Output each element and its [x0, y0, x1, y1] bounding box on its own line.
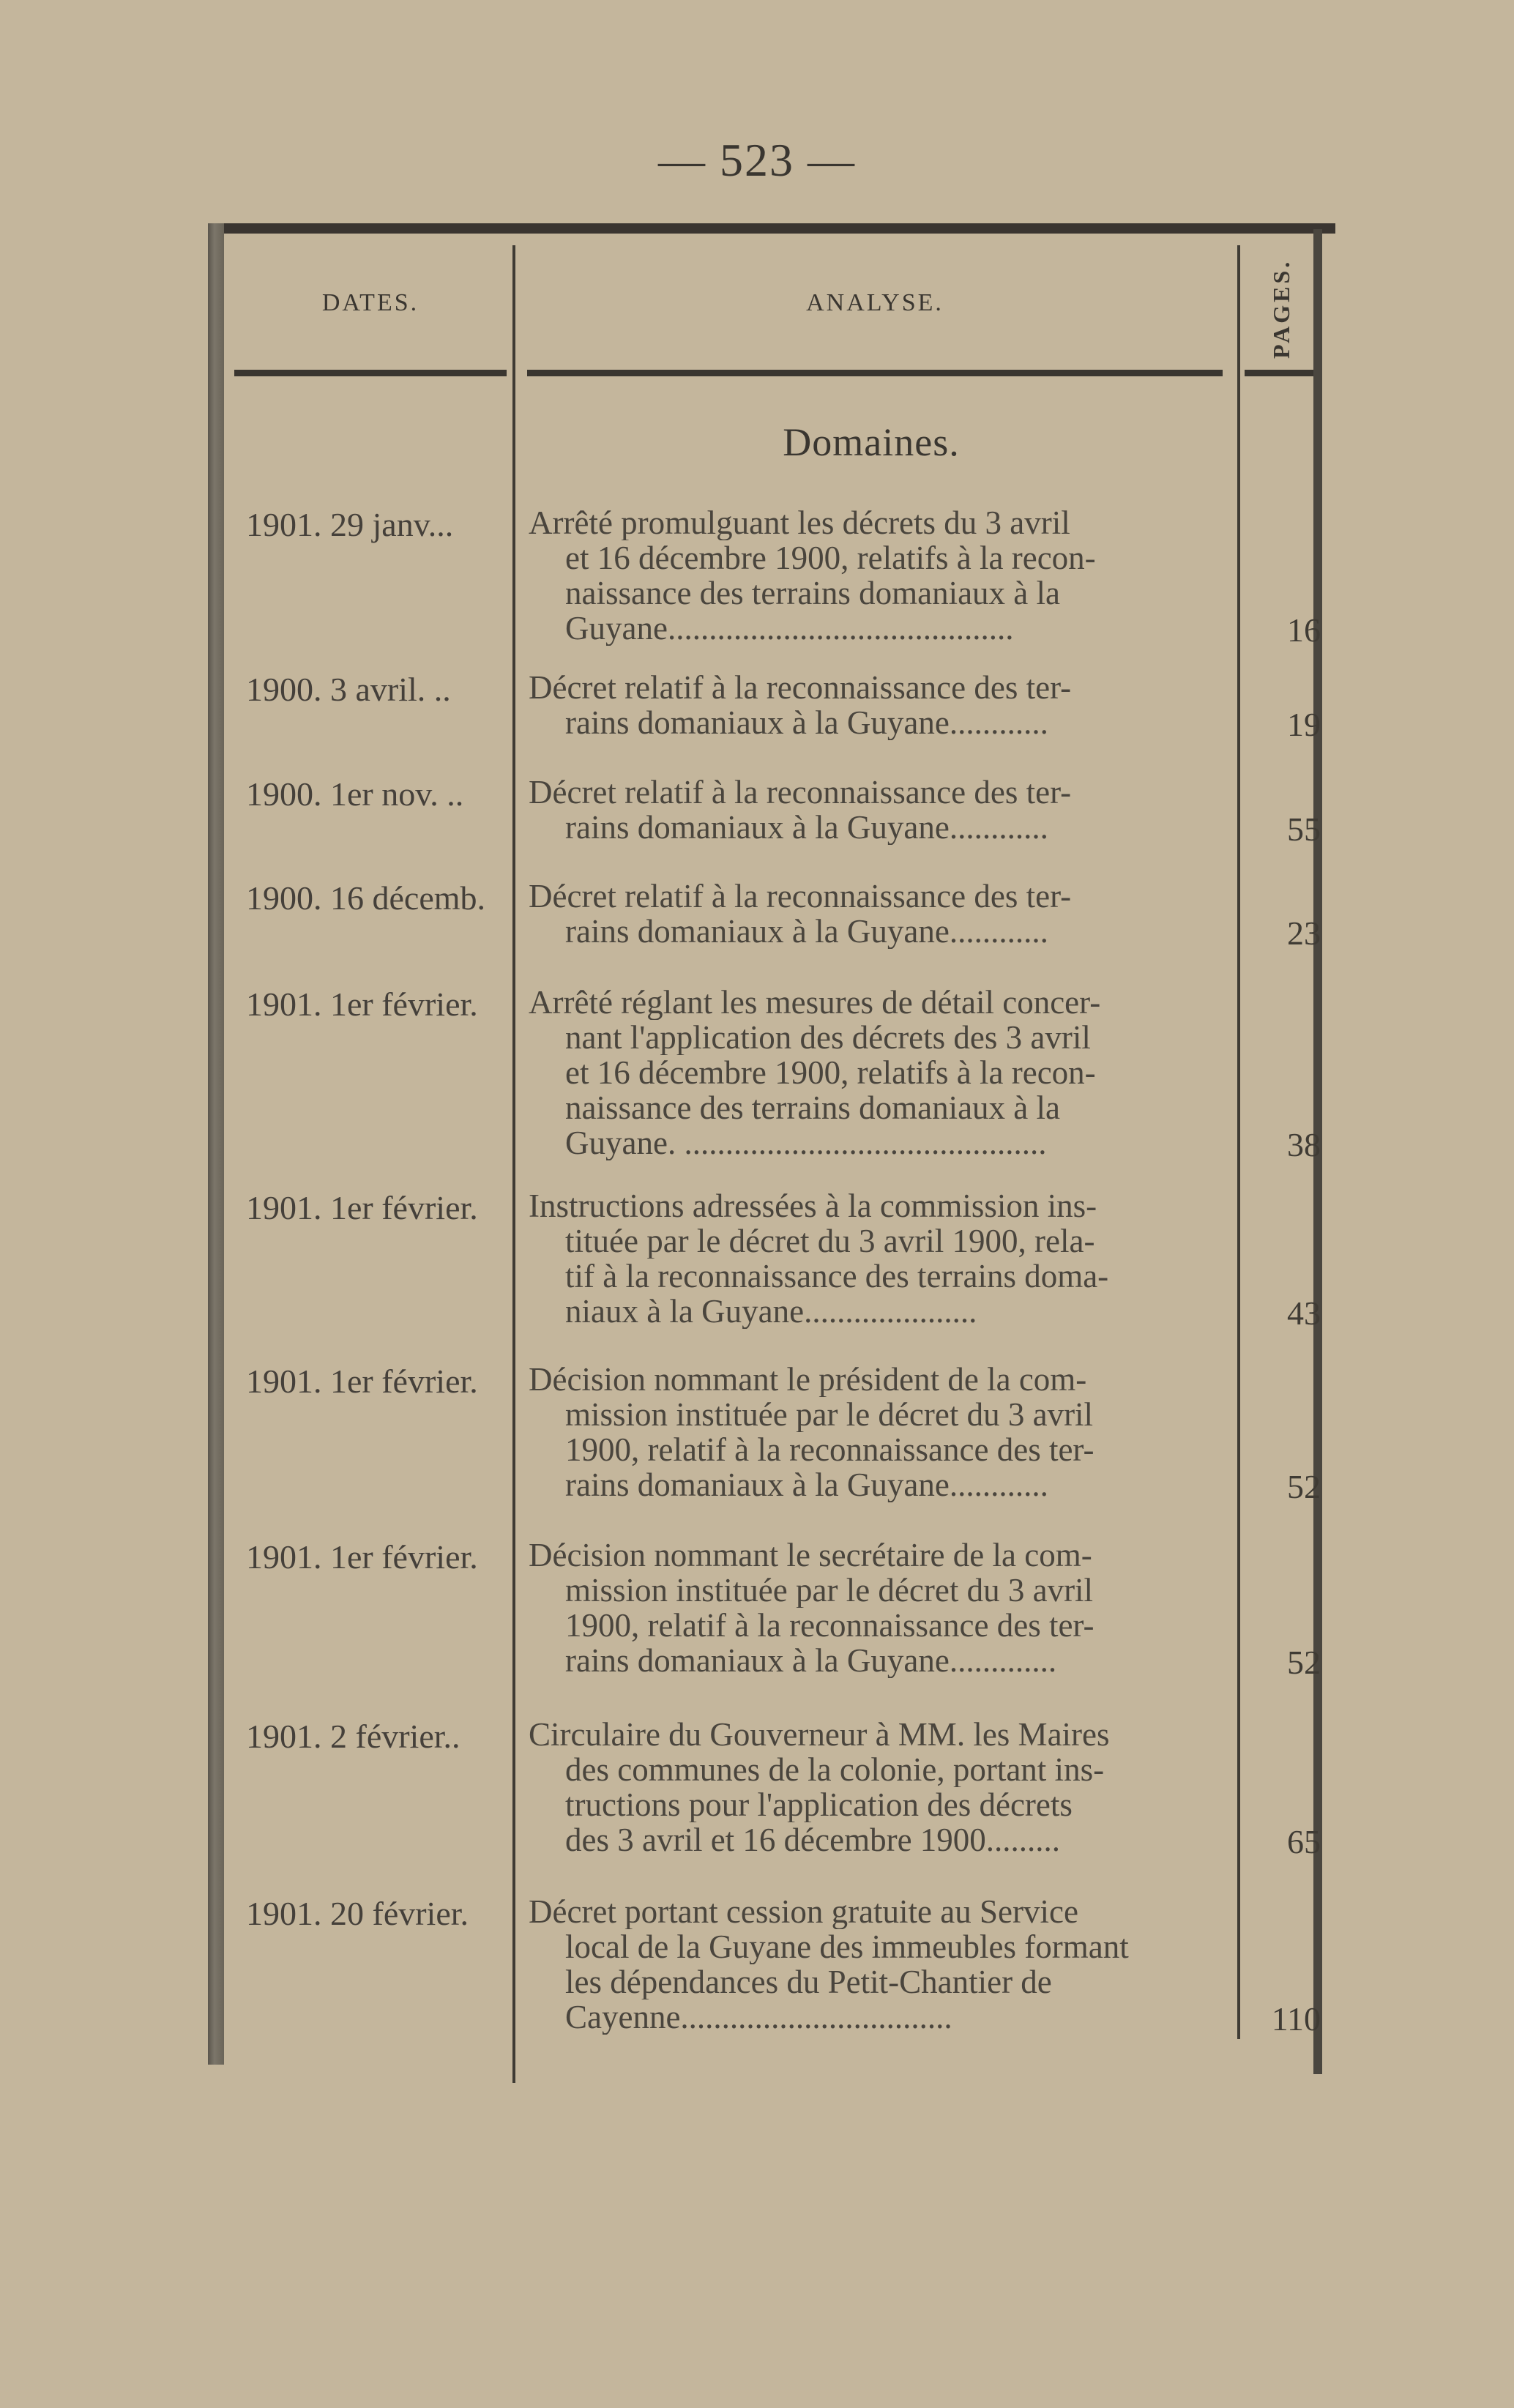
analysis-line: Décret relatif à la reconnaissance des ter- [529, 775, 1072, 810]
entry-page-ref: 52 [1287, 1468, 1321, 1505]
entry-page-ref: 55 [1287, 810, 1321, 848]
entry-analysis [529, 985, 1231, 1160]
analysis-line: Circulaire du Gouverneur à MM. les Maires [529, 1717, 1110, 1752]
entry-analysis [529, 775, 1231, 845]
entry-page-ref: 65 [1287, 1823, 1321, 1860]
entry-date: 1901. 20 février. [246, 1895, 469, 1932]
entry-analysis [529, 879, 1231, 949]
entry-date: 1901. 1er février. [246, 1363, 478, 1400]
analysis-line: et 16 décembre 1900, relatifs à la recon- [565, 540, 1096, 575]
analysis-line: rains domaniaux à la Guyane............. [565, 1643, 1057, 1678]
analysis-line: rains domaniaux à la Guyane............ [565, 1467, 1048, 1502]
analysis-line: 1900, relatif à la reconnaissance des ter- [565, 1432, 1095, 1467]
analysis-line: Instructions adressées à la commission ins- [529, 1188, 1097, 1223]
entry-date: 1901. 1er février. [246, 1538, 478, 1576]
entry-page-ref: 52 [1287, 1644, 1321, 1681]
entry-analysis [529, 1717, 1231, 1857]
analysis-line: les dépendances du Petit-Chantier de [565, 1964, 1052, 1999]
analysis-line: niaux à la Guyane..................... [565, 1294, 977, 1329]
entry-analysis [529, 1894, 1231, 2035]
column-header-dates: DATES. [321, 289, 419, 316]
analysis-line: Décision nommant le secrétaire de la com- [529, 1537, 1092, 1573]
left-rule [208, 223, 224, 2065]
entry-analysis [529, 670, 1231, 740]
analysis-line: mission instituée par le décret du 3 avril [565, 1573, 1094, 1608]
header-rule-analyse [527, 370, 1223, 376]
entry-date: 1901. 1er février. [246, 985, 478, 1023]
entry-date: 1900. 1er nov. .. [246, 775, 464, 813]
entry-date: 1901. 29 janv... [246, 506, 454, 543]
analysis-line: Guyane. ............................................ [565, 1125, 1047, 1160]
analysis-line: tif à la reconnaissance des terrains doma- [565, 1259, 1109, 1294]
entry-analysis [529, 505, 1231, 646]
entry-page-ref: 110 [1271, 2000, 1321, 2038]
column-header-pages: PAGES. [1268, 258, 1294, 359]
analysis-line: des 3 avril et 16 décembre 1900......... [565, 1822, 1061, 1857]
column-separator-dates [512, 245, 515, 2083]
analysis-line: rains domaniaux à la Guyane............ [565, 914, 1048, 949]
analysis-line: Cayenne................................. [565, 1999, 952, 2035]
analysis-line: tituée par le décret du 3 avril 1900, rela- [565, 1223, 1095, 1259]
analysis-line: naissance des terrains domaniaux à la [565, 1090, 1060, 1125]
analysis-line: naissance des terrains domaniaux à la [565, 575, 1060, 611]
analysis-line: Décret relatif à la reconnaissance des ter- [529, 879, 1072, 914]
analysis-line: Arrêté réglant les mesures de détail concer- [529, 985, 1101, 1020]
analysis-line: tructions pour l'application des décrets [565, 1787, 1073, 1822]
entry-page-ref: 19 [1287, 706, 1321, 743]
header-rule-dates [234, 370, 507, 376]
entry-analysis [529, 1362, 1231, 1502]
top-rule [208, 223, 1335, 234]
analysis-line: des communes de la colonie, portant ins- [565, 1752, 1105, 1787]
analysis-line: rains domaniaux à la Guyane............ [565, 810, 1048, 845]
analysis-line: nant l'application des décrets des 3 avril [565, 1020, 1091, 1055]
entry-page-ref: 23 [1287, 914, 1321, 952]
entry-date: 1900. 16 décemb. [246, 879, 486, 917]
column-header-analyse: ANALYSE. [806, 289, 944, 316]
analysis-line: Décision nommant le président de la com- [529, 1362, 1087, 1397]
entry-page-ref: 38 [1287, 1126, 1321, 1163]
analysis-line: et 16 décembre 1900, relatifs à la recon- [565, 1055, 1096, 1090]
analysis-line: 1900, relatif à la reconnaissance des ter- [565, 1608, 1095, 1643]
analysis-line: Décret portant cession gratuite au Service [529, 1894, 1078, 1929]
analysis-line: local de la Guyane des immeubles formant [565, 1929, 1129, 1964]
analysis-line: Arrêté promulguant les décrets du 3 avril [529, 505, 1070, 540]
entry-date: 1901. 2 février.. [246, 1718, 460, 1755]
entry-page-ref: 16 [1287, 611, 1321, 649]
analysis-line: Guyane.......................................... [565, 611, 1014, 646]
entry-analysis [529, 1537, 1231, 1678]
entry-date: 1901. 1er février. [246, 1189, 478, 1226]
page-number: — 523 — [658, 134, 856, 186]
analysis-line: Décret relatif à la reconnaissance des ter- [529, 670, 1072, 705]
entry-date: 1900. 3 avril. .. [246, 671, 451, 708]
analysis-line: mission instituée par le décret du 3 avril [565, 1397, 1094, 1432]
entry-analysis [529, 1188, 1231, 1329]
entry-page-ref: 43 [1287, 1294, 1321, 1332]
section-title: Domaines. [783, 420, 960, 464]
analysis-line: rains domaniaux à la Guyane............ [565, 705, 1048, 740]
header-rule-pages [1245, 370, 1313, 376]
